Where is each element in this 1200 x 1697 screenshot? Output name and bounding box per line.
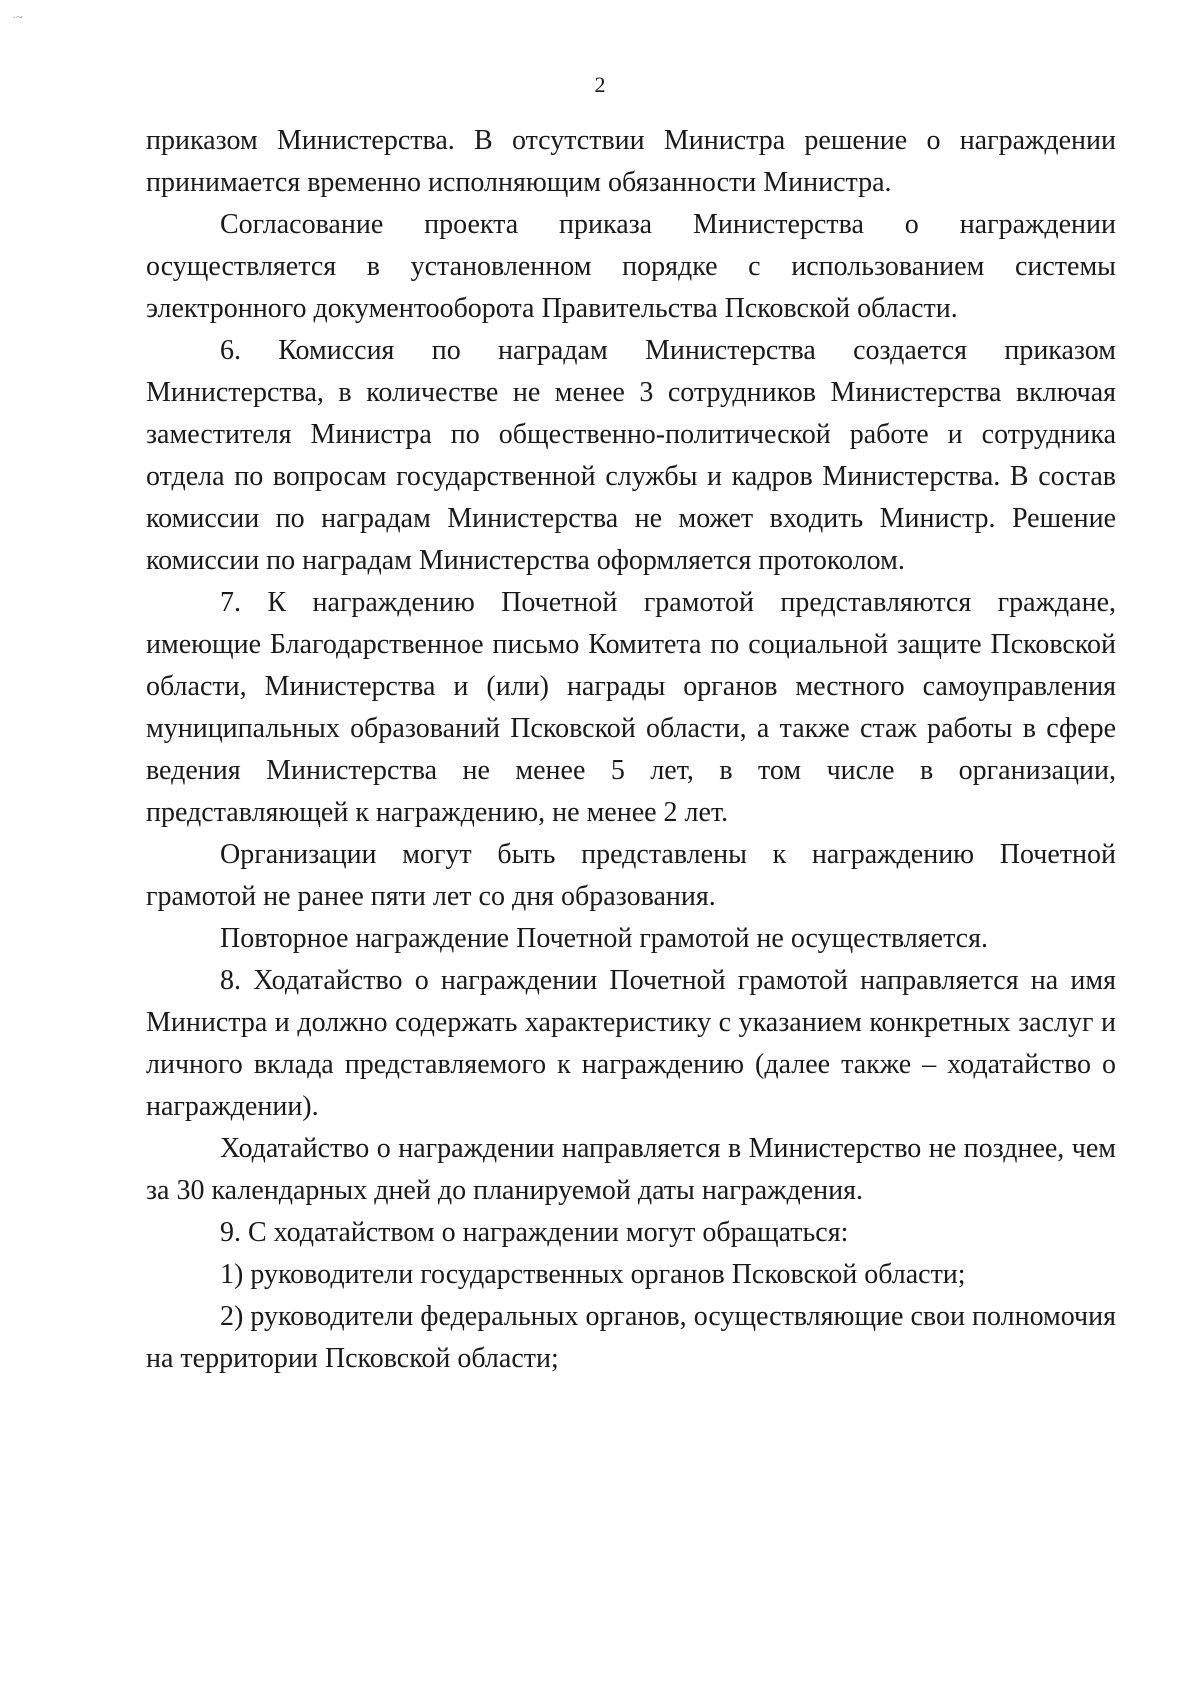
paragraph-item-9-applicants: 9. С ходатайством о награждении могут обращаться: — [220, 1217, 849, 1248]
document-body — [146, 120, 1116, 1380]
paragraph-item-8-petition: 8. Ходатайство о награждении Почетной грамотой направляется на имя Министра и должно содержать характеристику с указанием конкретных заслуг и личного вклада представляемого к награждению (далее также – ходатайство о награждении). — [146, 965, 1116, 1122]
paragraph-order-continuation: приказом Министерства. В отсутствии Министра решение о награждении принимается временно исполняющим обязанности Министра. — [146, 125, 1116, 198]
paragraph-petition-deadline: Ходатайство о награждении направляется в Министерство не позднее, чем за 30 календарных дней до планируемой даты награждения. — [146, 1133, 1116, 1206]
list-item-2-federal-bodies: 2) руководители федеральных органов, осуществляющие свои полномочия на территории Псковской области; — [146, 1301, 1116, 1374]
list-item-1-state-bodies: 1) руководители государственных органов Псковской области; — [220, 1259, 966, 1290]
paragraph-organizations: Организации могут быть представлены к награждению Почетной грамотой не ранее пяти лет со дня образования. — [146, 839, 1116, 912]
paragraph-approval-procedure: Согласование проекта приказа Министерства о награждении осуществляется в установленном порядке с использованием системы электронного документооборота Правительства Псковской области. — [146, 209, 1116, 324]
page-number: 2 — [594, 72, 606, 97]
scan-artifact-mark: ·~ — [12, 10, 23, 24]
paragraph-repeat-award: Повторное награждение Почетной грамотой не осуществляется. — [220, 923, 988, 954]
paragraph-item-6-commission: 6. Комиссия по наградам Министерства создается приказом Министерства, в количестве не менее 3 сотрудников Министерства включая заместителя Министра по общественно-политической работе и сотрудника отдела по вопросам государственной службы и кадров Министерства. В состав комиссии по наградам Министерства не может входить Министр. Решение комиссии по наградам Министерства оформляется протоколом. — [146, 335, 1116, 576]
paragraph-item-7-eligibility: 7. К награждению Почетной грамотой представляются граждане, имеющие Благодарственное письмо Комитета по социальной защите Псковской области, Министерства и (или) награды органов местного самоуправления муниципальных образований Псковской области, а также стаж работы в сфере ведения Министерства не менее 5 лет, в том числе в организации, представляющей к награждению, не менее 2 лет. — [146, 587, 1116, 828]
